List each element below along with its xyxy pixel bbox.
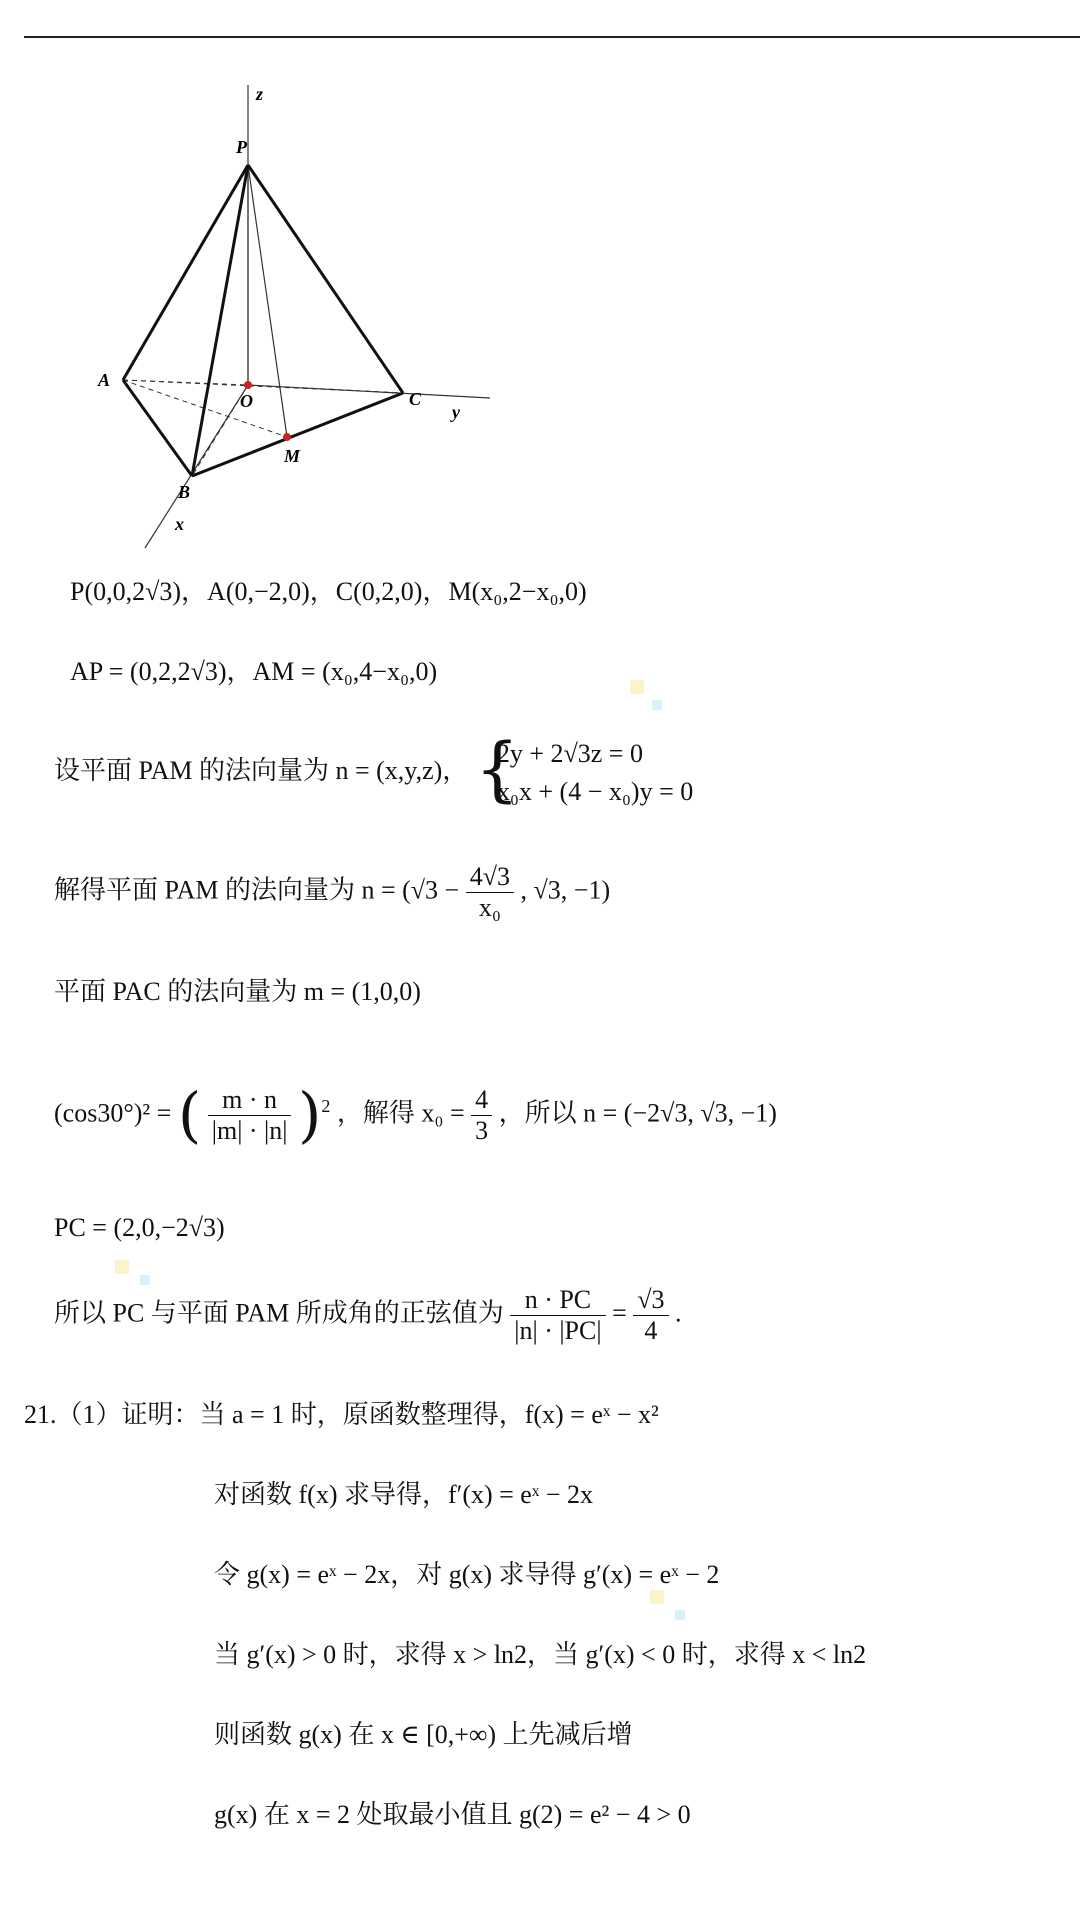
equation-system	[474, 728, 694, 811]
sine-den: |n| · |PC|	[514, 1316, 602, 1345]
cos-prefix: (cos30°)² =	[54, 1098, 172, 1128]
normal-solved-fraction	[466, 862, 514, 923]
q21-line-1: 对函数 f(x) 求导得，f′(x) = eˣ − 2x	[214, 1480, 594, 1509]
normal-set-line	[54, 728, 694, 811]
normal-solved-suffix: , √3, −1)	[520, 875, 611, 905]
cos-solve: ，解得 x₀ =	[336, 1098, 465, 1128]
sine-eq: =	[612, 1298, 627, 1328]
normal-solved-prefix: 解得平面 PAM 的法向量为 n = (√3 −	[54, 875, 460, 905]
label-A: A	[98, 370, 111, 390]
normal-solved-num: 4√3	[466, 862, 514, 893]
x0-den: 3	[475, 1116, 489, 1145]
normal-solved-line	[54, 862, 610, 923]
cos-result: ，所以 n = (−2√3, √3, −1)	[498, 1098, 777, 1128]
label-z: z	[256, 84, 264, 104]
q21-intro-line: 21.（1）证明：当 a = 1 时，原函数整理得，f(x) = eˣ − x²	[24, 1400, 659, 1429]
label-y: y	[452, 402, 460, 422]
sine-value-fraction	[633, 1285, 668, 1346]
normal-solved-den: x₀	[478, 893, 501, 922]
cos-den: |m| · |n|	[211, 1116, 288, 1145]
normal-set-prefix: 设平面 PAM 的法向量为 n = (x,y,z)，	[54, 755, 469, 785]
sine-val-num: √3	[633, 1285, 668, 1316]
q21-line-5: g(x) 在 x = 2 处取最小值且 g(2) = e² − 4 > 0	[214, 1800, 691, 1829]
label-P: P	[236, 137, 247, 157]
paren-open: (	[177, 1080, 202, 1151]
cos-line	[54, 1080, 777, 1151]
system-eq-1: 2y + 2√3z = 0	[496, 739, 643, 768]
label-B: B	[178, 482, 191, 502]
label-O: O	[240, 391, 253, 411]
x0-num: 4	[471, 1085, 492, 1116]
q21-line-3: 当 g′(x) > 0 时，求得 x > ln2，当 g′(x) < 0 时，求得 x < ln2	[214, 1640, 867, 1669]
paren-close: )	[297, 1080, 322, 1151]
label-x: x	[175, 514, 184, 534]
sine-line	[54, 1285, 682, 1346]
system-eq-2: x₀x + (4 − x₀)y = 0	[496, 777, 694, 806]
label-M: M	[284, 446, 301, 466]
label-C: C	[409, 389, 422, 409]
sine-prefix: 所以 PC 与平面 PAM 所成角的正弦值为	[54, 1298, 504, 1328]
cos-fraction	[208, 1085, 292, 1146]
coords-line: P(0,0,2√3)，A(0,−2,0)，C(0,2,0)，M(x₀,2−x₀,0)	[70, 577, 587, 606]
sine-end: .	[675, 1298, 682, 1328]
cos-exp: 2	[321, 1095, 331, 1116]
q21-line-2: 令 g(x) = eˣ − 2x，对 g(x) 求导得 g′(x) = eˣ − 2	[214, 1560, 720, 1589]
pac-normal-line: 平面 PAC 的法向量为 m = (1,0,0)	[54, 977, 421, 1006]
sine-fraction	[510, 1285, 605, 1346]
pc-vector-line: PC = (2,0,−2√3)	[54, 1213, 225, 1242]
cos-num: m · n	[208, 1085, 292, 1116]
x0-fraction	[471, 1085, 492, 1146]
sine-val-den: 4	[644, 1316, 658, 1345]
vectors-line: AP = (0,2,2√3)，AM = (x₀,4−x₀,0)	[70, 657, 438, 686]
brace-icon: {	[474, 728, 520, 810]
q21-line-4: 则函数 g(x) 在 x ∈ [0,+∞) 上先减后增	[214, 1720, 633, 1749]
sine-num: n · PC	[510, 1285, 605, 1316]
